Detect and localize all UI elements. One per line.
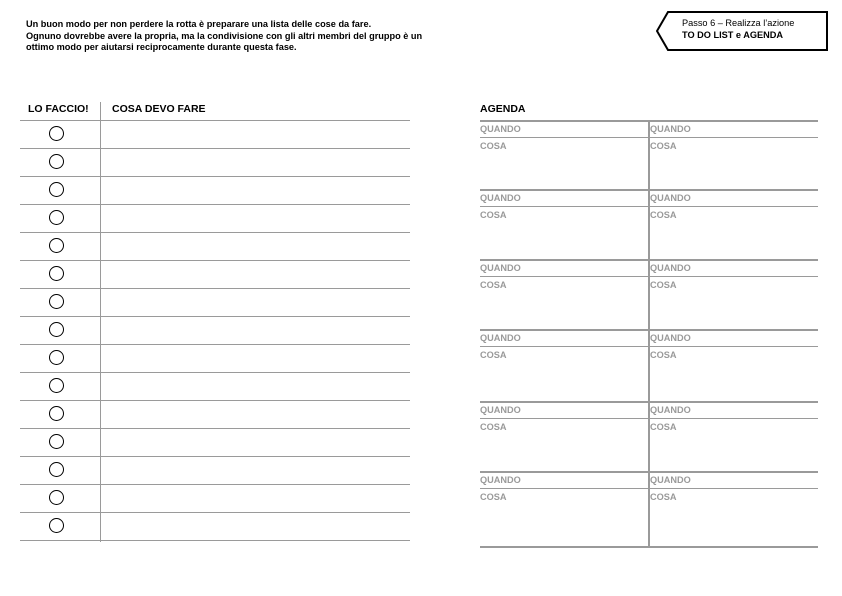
- todo-row: [20, 429, 410, 457]
- agenda-block: [480, 189, 818, 259]
- todo-row: [20, 205, 410, 233]
- task-field[interactable]: [101, 513, 410, 540]
- agenda-when-label: QUANDO: [650, 473, 818, 489]
- todo-row: [20, 121, 410, 149]
- agenda-what-label: COSA: [650, 141, 677, 151]
- agenda-what-label: COSA: [650, 492, 677, 502]
- agenda-cell-right[interactable]: [650, 403, 818, 471]
- agenda-when-label: QUANDO: [650, 122, 818, 138]
- todo-list: [20, 98, 410, 541]
- agenda-what-label: COSA: [650, 422, 677, 432]
- agenda-column-divider: [648, 261, 650, 329]
- step-label: [682, 18, 794, 41]
- checkbox-circle-icon[interactable]: [49, 518, 64, 533]
- checkbox-circle-icon[interactable]: [49, 322, 64, 337]
- todo-row: [20, 485, 410, 513]
- agenda-cell-left[interactable]: [480, 403, 648, 471]
- agenda-when-label: QUANDO: [480, 331, 648, 347]
- todo-row: [20, 401, 410, 429]
- todo-row: [20, 345, 410, 373]
- agenda-when-label: QUANDO: [480, 473, 648, 489]
- agenda-what-label: COSA: [480, 141, 507, 151]
- agenda-column-divider: [648, 122, 650, 189]
- agenda-title: AGENDA: [480, 103, 526, 115]
- checkbox-circle-icon[interactable]: [49, 210, 64, 225]
- task-field[interactable]: [101, 205, 410, 232]
- agenda-column-divider: [648, 473, 650, 546]
- agenda: [480, 98, 818, 548]
- step-title: Passo 6 – Realizza l’azione: [682, 18, 795, 28]
- step-tag: [656, 11, 828, 51]
- agenda-block: [480, 120, 818, 189]
- agenda-block: [480, 471, 818, 548]
- checkbox-circle-icon[interactable]: [49, 406, 64, 421]
- task-field[interactable]: [101, 289, 410, 316]
- agenda-blocks: [480, 120, 818, 548]
- checkbox-circle-icon[interactable]: [49, 462, 64, 477]
- todo-row: [20, 317, 410, 345]
- agenda-when-label: QUANDO: [480, 191, 648, 207]
- agenda-cell-right[interactable]: [650, 122, 818, 189]
- task-field[interactable]: [101, 373, 410, 400]
- agenda-when-label: QUANDO: [650, 191, 818, 207]
- checkbox-circle-icon[interactable]: [49, 126, 64, 141]
- agenda-block: [480, 329, 818, 401]
- task-field[interactable]: [101, 317, 410, 344]
- agenda-block: [480, 259, 818, 329]
- agenda-what-label: COSA: [480, 280, 507, 290]
- agenda-column-divider: [648, 331, 650, 401]
- agenda-what-label: COSA: [480, 422, 507, 432]
- agenda-cell-left[interactable]: [480, 261, 648, 329]
- agenda-what-label: COSA: [650, 280, 677, 290]
- intro-text: [26, 19, 496, 54]
- todo-row: [20, 373, 410, 401]
- agenda-block: [480, 401, 818, 471]
- todo-header: [20, 98, 410, 121]
- checkbox-circle-icon[interactable]: [49, 490, 64, 505]
- agenda-column-divider: [648, 191, 650, 259]
- checkbox-circle-icon[interactable]: [49, 182, 64, 197]
- agenda-what-label: COSA: [480, 492, 507, 502]
- agenda-when-label: QUANDO: [480, 403, 648, 419]
- todo-header-task: COSA DEVO FARE: [112, 103, 206, 115]
- task-field[interactable]: [101, 485, 410, 512]
- task-field[interactable]: [101, 177, 410, 204]
- agenda-cell-left[interactable]: [480, 331, 648, 401]
- agenda-cell-right[interactable]: [650, 191, 818, 259]
- agenda-when-label: QUANDO: [650, 261, 818, 277]
- task-field[interactable]: [101, 457, 410, 484]
- todo-row: [20, 513, 410, 541]
- agenda-what-label: COSA: [650, 350, 677, 360]
- intro-line-3: ottimo modo per aiutarsi reciprocamente durante questa fase.: [26, 42, 297, 52]
- agenda-cell-left[interactable]: [480, 473, 648, 546]
- intro-line-2: Ognuno dovrebbe avere la propria, ma la condivisione con gli altri membri del gruppo è un: [26, 30, 423, 41]
- agenda-cell-right[interactable]: [650, 331, 818, 401]
- checkbox-circle-icon[interactable]: [49, 378, 64, 393]
- agenda-when-label: QUANDO: [650, 331, 818, 347]
- step-subtitle: TO DO LIST e AGENDA: [682, 29, 784, 40]
- todo-row: [20, 457, 410, 485]
- agenda-what-label: COSA: [650, 210, 677, 220]
- todo-row: [20, 261, 410, 289]
- todo-row: [20, 233, 410, 261]
- agenda-cell-right[interactable]: [650, 261, 818, 329]
- agenda-what-label: COSA: [480, 350, 507, 360]
- intro-line-1: Un buon modo per non perdere la rotta è preparare una lista delle cose da fare.: [26, 19, 372, 29]
- agenda-when-label: QUANDO: [480, 122, 648, 138]
- checkbox-circle-icon[interactable]: [49, 350, 64, 365]
- todo-header-done: LO FACCIO!: [28, 103, 89, 115]
- agenda-cell-left[interactable]: [480, 122, 648, 189]
- task-field[interactable]: [101, 261, 410, 288]
- task-field[interactable]: [101, 401, 410, 428]
- checkbox-circle-icon[interactable]: [49, 294, 64, 309]
- agenda-when-label: QUANDO: [480, 261, 648, 277]
- task-field[interactable]: [101, 345, 410, 372]
- todo-row: [20, 289, 410, 317]
- task-field[interactable]: [101, 429, 410, 456]
- agenda-what-label: COSA: [480, 210, 507, 220]
- task-field[interactable]: [101, 149, 410, 176]
- agenda-when-label: QUANDO: [650, 403, 818, 419]
- todo-rows: [20, 121, 410, 541]
- checkbox-circle-icon[interactable]: [49, 238, 64, 253]
- checkbox-circle-icon[interactable]: [49, 434, 64, 449]
- task-field[interactable]: [101, 233, 410, 260]
- task-field[interactable]: [101, 121, 410, 148]
- agenda-column-divider: [648, 403, 650, 471]
- todo-row: [20, 149, 410, 177]
- checkbox-circle-icon[interactable]: [49, 154, 64, 169]
- agenda-cell-left[interactable]: [480, 191, 648, 259]
- todo-row: [20, 177, 410, 205]
- checkbox-circle-icon[interactable]: [49, 266, 64, 281]
- agenda-cell-right[interactable]: [650, 473, 818, 546]
